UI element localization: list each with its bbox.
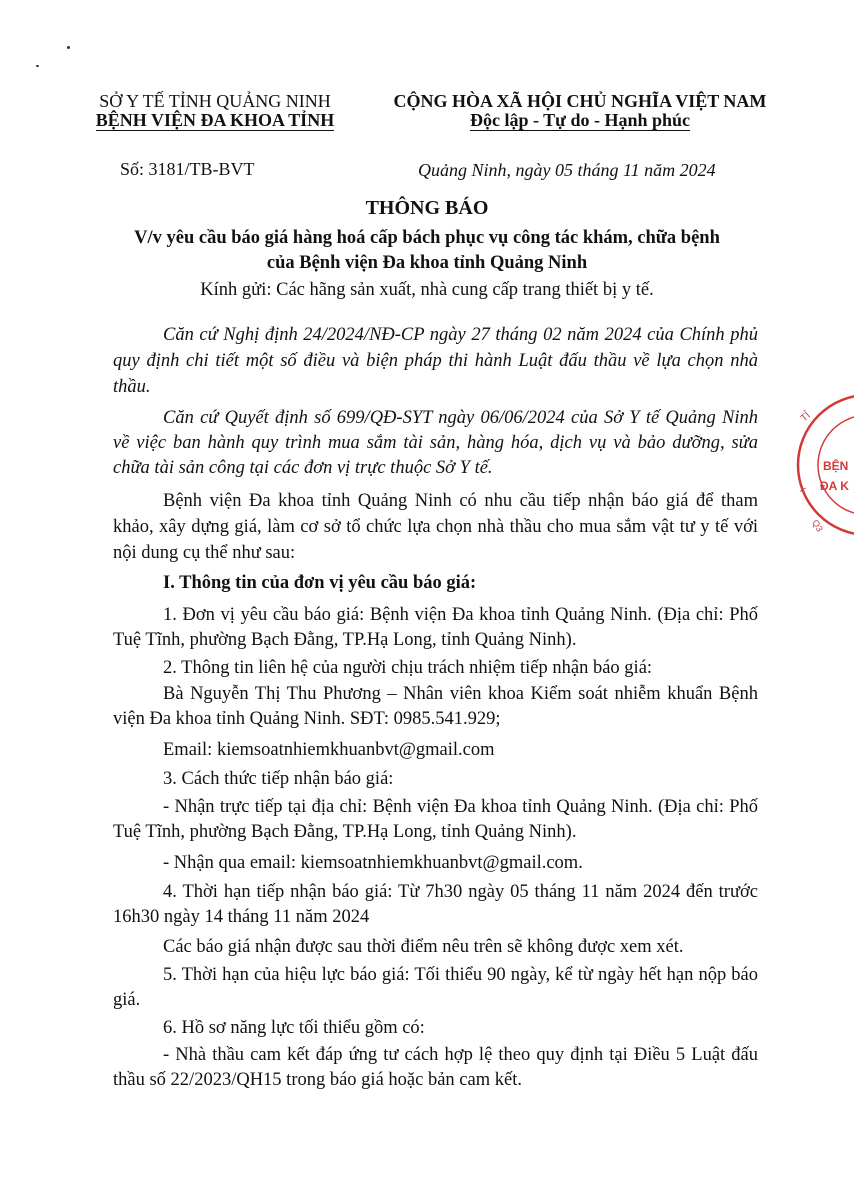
section-heading-1: I. Thông tin của đơn vị yêu cầu báo giá: xyxy=(163,573,477,593)
item-6-capacity-detail: - Nhà thầu cam kết đáp ứng tư cách hợp lệ theo quy định tại Điều 5 Luật đấu thầu số 22/2023/QH15 trong báo giá hoặc bản cam kết. xyxy=(113,1045,758,1090)
seal-text-2: ĐA K xyxy=(820,479,849,493)
item-2-contact-email: Email: kiemsoatnhiemkhuanbvt@gmail.com xyxy=(163,740,495,760)
notice-title: THÔNG BÁO xyxy=(365,197,489,219)
document-number: Số: 3181/TB-BVT xyxy=(120,159,255,179)
request-intro: Bệnh viện Đa khoa tỉnh Quảng Ninh có nhu cầu tiếp nhận báo giá để tham khảo, xây dựng giá, làm cơ sở tổ chức lựa chọn nhà thầu cho mua sắm vật tư y tế với nội dung cụ thể như sau: xyxy=(113,491,758,563)
seal-text-1: BỆN xyxy=(823,459,849,473)
red-seal-stamp xyxy=(790,390,854,540)
hospital-name xyxy=(90,109,340,131)
legal-basis-2: Căn cứ Quyết định số 699/QĐ-SYT ngày 06/06/2024 của Sở Y tế Quảng Ninh về việc ban hành quy trình mua sắm tài sản, hàng hóa, dịch vụ và bảo dưỡng, sửa chữa tài sản công tại các đơn vị trực thuộc Sở Y tế. xyxy=(113,408,758,478)
notice-subject-line2: của Bệnh viện Đa khoa tỉnh Quảng Ninh xyxy=(266,253,588,273)
item-3-method-email: - Nhận qua email: kiemsoatnhiemkhuanbvt@gmail.com. xyxy=(163,853,583,873)
item-4-deadline: 4. Thời hạn tiếp nhận báo giá: Từ 7h30 ngày 05 tháng 11 năm 2024 đến trước 16h30 ngày 14 tháng 11 năm 2024 xyxy=(113,882,758,927)
svg-text:TỈ: TỈ xyxy=(798,410,813,425)
recipient-line: Kính gửi: Các hãng sản xuất, nhà cung cấp trang thiết bị y tế. xyxy=(200,280,654,300)
item-2-contact-person: Bà Nguyễn Thị Thu Phương – Nhân viên khoa Kiểm soát nhiễm khuẩn Bệnh viện Đa khoa tỉnh Quảng Ninh. SĐT: 0985.541.929; xyxy=(113,684,758,729)
agency-name: SỞ Y TẾ TỈNH QUẢNG NINH xyxy=(99,91,331,111)
national-motto xyxy=(380,109,780,131)
item-3-method-direct: - Nhận trực tiếp tại địa chỉ: Bệnh viện Đa khoa tỉnh Quảng Ninh. (Địa chỉ: Phố Tuệ Tĩnh, phường Bạch Đằng, TP.Hạ Long, tỉnh Quảng Ninh). xyxy=(113,797,758,842)
place-and-date: Quảng Ninh, ngày 05 tháng 11 năm 2024 xyxy=(418,160,716,180)
national-motto-text: Độc lập - Tự do - Hạnh phúc xyxy=(469,110,691,130)
notice-subject-line1: V/v yêu cầu báo giá hàng hoá cấp bách phục vụ công tác khám, chữa bệnh xyxy=(134,228,720,248)
svg-text:Q3: Q3 xyxy=(810,518,825,534)
item-3-method: 3. Cách thức tiếp nhận báo giá: xyxy=(163,769,394,789)
item-4-note: Các báo giá nhận được sau thời điểm nêu trên sẽ không được xem xét. xyxy=(163,937,684,957)
item-2-contact: 2. Thông tin liên hệ của người chịu trách nhiệm tiếp nhận báo giá: xyxy=(163,658,653,678)
item-1-requesting-unit: 1. Đơn vị yêu cầu báo giá: Bệnh viện Đa khoa tỉnh Quảng Ninh. (Địa chỉ: Phố Tuệ Tĩnh, phường Bạch Đằng, TP.Hạ Long, tỉnh Quảng Ninh). xyxy=(113,605,758,650)
svg-text:Y: Y xyxy=(796,483,808,496)
national-title: CỘNG HÒA XÃ HỘI CHỦ NGHĨA VIỆT NAM xyxy=(393,91,767,111)
legal-basis-1: Căn cứ Nghị định 24/2024/NĐ-CP ngày 27 tháng 02 năm 2024 của Chính phủ quy định chi tiết một số điều và biện pháp thi hành Luật đấu thầu về lựa chọn nhà thầu. xyxy=(113,325,758,397)
hospital-name-text: BỆNH VIỆN ĐA KHOA TỈNH xyxy=(95,110,335,130)
scan-speck xyxy=(36,65,39,67)
item-5-validity: 5. Thời hạn của hiệu lực báo giá: Tối thiểu 90 ngày, kể từ ngày hết hạn nộp báo giá. xyxy=(113,965,758,1010)
item-6-capacity: 6. Hồ sơ năng lực tối thiểu gồm có: xyxy=(163,1018,425,1038)
scan-speck xyxy=(67,46,70,49)
